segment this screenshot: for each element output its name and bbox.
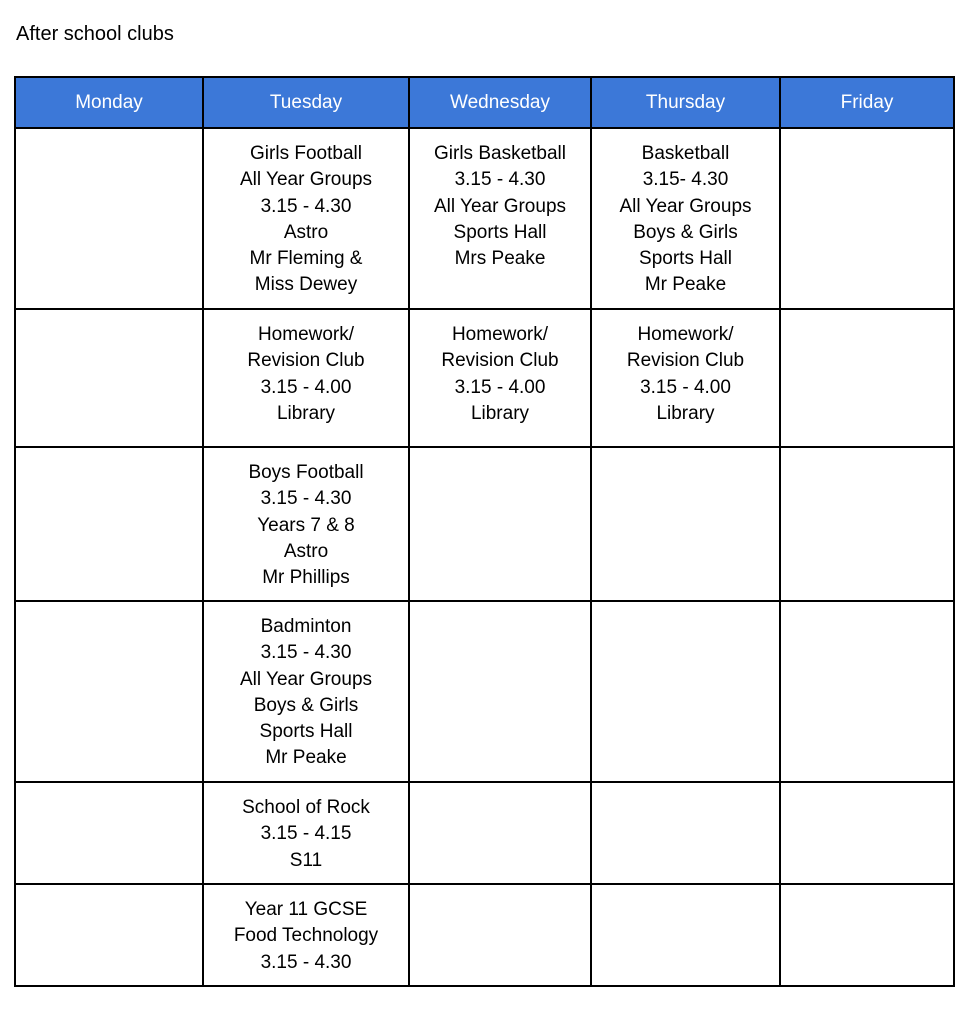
club-cell-tuesday [203,601,409,782]
club-detail-line: S11 [289,849,323,871]
table-row [15,601,954,782]
club-detail-line: Boys Football [248,462,364,483]
club-cell-friday [780,884,954,986]
club-detail-line: All Year Groups [433,195,567,217]
column-header-wednesday: Wednesday [409,77,591,128]
club-cell-friday [780,447,954,601]
club-detail-line: Girls Basketball [434,143,566,164]
club-detail-line: 3.15 - 4.30 [454,169,546,191]
table-row [15,782,954,884]
club-detail-line: 3.15 - 4.30 [260,642,352,664]
club-detail-line: Library [276,402,336,424]
column-header-monday: Monday [15,77,203,128]
club-detail-line: Homework/ [637,324,734,345]
club-cell-friday [780,309,954,447]
table-row [15,447,954,601]
club-cell-tuesday [203,128,409,309]
column-header-friday: Friday [780,77,954,128]
column-header-tuesday: Tuesday [203,77,409,128]
club-cell-wednesday [409,601,591,782]
club-detail-line: All Year Groups [619,195,752,217]
club-cell-monday [15,128,203,309]
club-detail-line: Revision Club [247,350,365,372]
club-detail-line: Sports Hall [639,248,732,270]
club-cell-wednesday [409,447,591,601]
club-cell-thursday [591,884,780,986]
club-detail-line: Basketball [641,143,730,164]
club-detail-line: Boys & Girls [633,221,738,243]
club-cell-monday [15,782,203,884]
club-detail-line: Badminton [260,616,352,637]
club-detail-line: All Year Groups [239,169,373,191]
club-detail-line: 3.15 - 4.30 [260,195,352,217]
table-row [15,128,954,309]
club-cell-monday [15,309,203,447]
club-cell-tuesday [203,782,409,884]
club-detail-line: Years 7 & 8 [257,514,355,536]
header-row [15,77,954,128]
club-detail-line: 3.15 - 4.30 [260,488,352,510]
club-detail-line: School of Rock [242,797,370,818]
club-detail-line: Boys & Girls [253,694,359,716]
club-cell-friday [780,782,954,884]
table-row [15,309,954,447]
club-detail-line: Homework/ [451,324,549,345]
club-cell-tuesday [203,309,409,447]
club-cell-monday [15,884,203,986]
club-cell-wednesday [409,884,591,986]
club-detail-line: Mr Phillips [262,567,350,589]
club-detail-line: Miss Dewey [254,274,358,296]
club-detail-line: Year 11 GCSE [244,899,368,920]
club-cell-monday [15,447,203,601]
page-title: After school clubs [16,23,174,45]
club-detail-line: Revision Club [626,350,745,372]
club-detail-line: Astro [283,540,329,562]
club-cell-wednesday [409,128,591,309]
club-detail-line: 3.15 - 4.30 [260,951,352,973]
club-cell-monday [15,601,203,782]
club-cell-friday [780,128,954,309]
club-cell-tuesday [203,884,409,986]
club-cell-wednesday [409,309,591,447]
club-detail-line: Sports Hall [453,221,547,243]
club-cell-tuesday [203,447,409,601]
club-cell-wednesday [409,782,591,884]
table-row [15,884,954,986]
club-detail-line: Food Technology [233,925,379,947]
club-cell-thursday [591,601,780,782]
club-cell-friday [780,601,954,782]
club-detail-line: 3.15 - 4.15 [260,823,352,845]
club-detail-line: Mr Peake [265,747,347,769]
club-detail-line: Astro [283,221,329,243]
club-detail-line: Revision Club [441,350,559,372]
club-detail-line: Sports Hall [259,721,353,743]
club-detail-line: Library [656,402,715,424]
club-detail-line: 3.15 - 4.00 [260,376,352,398]
club-detail-line: Mr Fleming & [249,248,363,270]
club-cell-thursday [591,782,780,884]
club-detail-line: All Year Groups [239,668,373,690]
clubs-timetable [14,76,955,987]
club-detail-line: Girls Football [250,143,362,164]
club-detail-line: Homework/ [257,324,355,345]
club-cell-thursday [591,128,780,309]
club-detail-line: Mr Peake [644,274,727,296]
club-detail-line: 3.15 - 4.00 [454,376,546,398]
club-detail-line: 3.15- 4.30 [642,169,729,191]
club-detail-line: 3.15 - 4.00 [640,376,731,398]
column-header-thursday: Thursday [591,77,780,128]
club-cell-thursday [591,309,780,447]
club-detail-line: Library [470,402,530,424]
club-cell-thursday [591,447,780,601]
club-detail-line: Mrs Peake [454,248,546,270]
